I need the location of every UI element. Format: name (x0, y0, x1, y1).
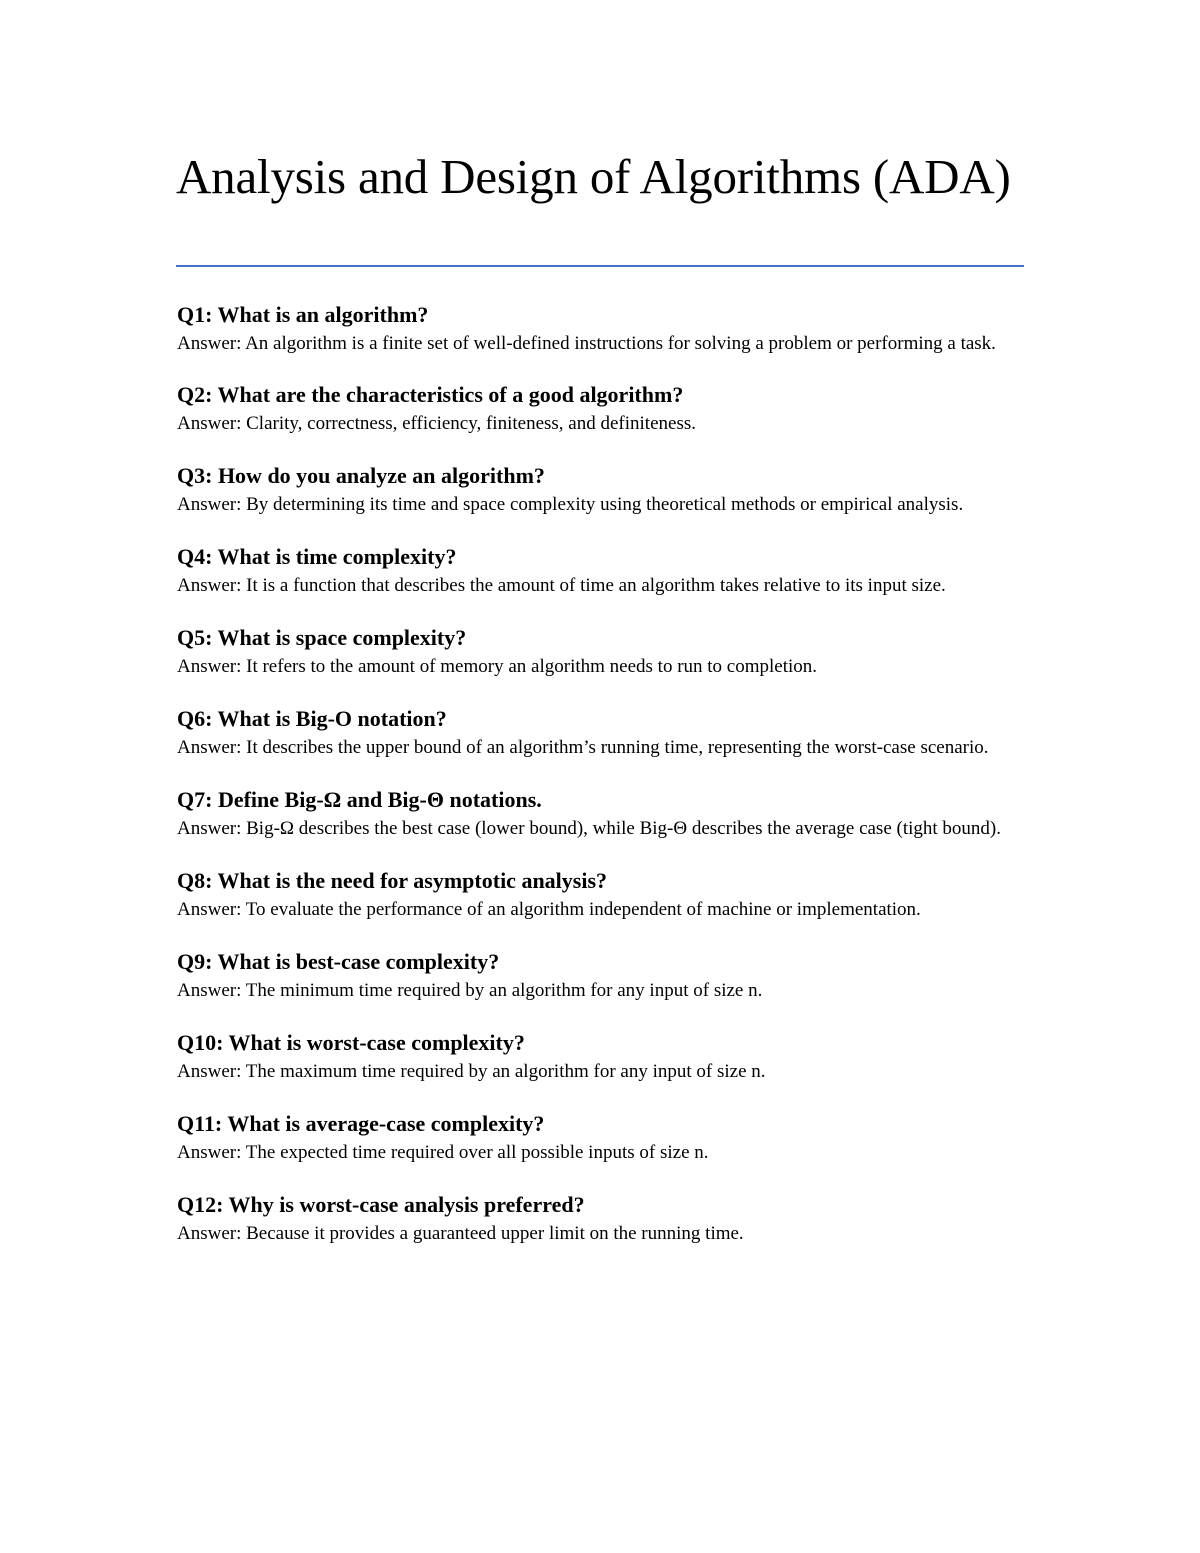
qa-item-12 (177, 1190, 1037, 1248)
qa-item-7 (177, 785, 1037, 843)
qa-item-6 (177, 704, 1037, 762)
qa-item-10 (177, 1028, 1037, 1086)
question-text: Q6: What is Big-O notation? (177, 706, 447, 731)
qa-item-11 (177, 1109, 1037, 1167)
question-text: Q3: How do you analyze an algorithm? (177, 463, 545, 488)
qa-item-1 (177, 300, 1037, 358)
answer-text: Answer: The minimum time required by an algorithm for any input of size n. (177, 980, 763, 1001)
question-text: Q4: What is time complexity? (177, 544, 457, 569)
question-text: Q5: What is space complexity? (177, 625, 467, 650)
answer-text: Answer: It describes the upper bound of an algorithm’s running time, representing the worst-case scenario. (177, 737, 989, 758)
qa-item-8 (177, 866, 1037, 924)
title-underline (176, 265, 1024, 267)
qa-item-2 (177, 380, 1037, 438)
answer-text: Answer: Clarity, correctness, efficiency, finiteness, and definiteness. (177, 413, 696, 434)
answer-text: Answer: To evaluate the performance of an algorithm independent of machine or implementation. (177, 899, 921, 920)
question-text: Q1: What is an algorithm? (177, 302, 429, 327)
answer-text: Answer: It is a function that describes the amount of time an algorithm takes relative to its input size. (177, 575, 946, 596)
qa-item-4 (177, 542, 1037, 600)
answer-text: Answer: The expected time required over all possible inputs of size n. (177, 1142, 709, 1163)
qa-item-5 (177, 623, 1037, 681)
question-text: Q12: Why is worst-case analysis preferred? (177, 1192, 585, 1217)
question-text: Q10: What is worst-case complexity? (177, 1030, 525, 1055)
answer-text: Answer: The maximum time required by an algorithm for any input of size n. (177, 1061, 766, 1082)
qa-item-3 (177, 461, 1037, 519)
qa-list (177, 300, 1037, 1248)
answer-text: Answer: Big-Ω describes the best case (lower bound), while Big-Θ describes the average case (tight bound). (177, 818, 1002, 839)
qa-item-9 (177, 947, 1037, 1005)
question-text: Q8: What is the need for asymptotic analysis? (177, 868, 608, 893)
answer-text: Answer: An algorithm is a finite set of well-defined instructions for solving a problem or performing a task. (177, 333, 996, 354)
question-text: Q2: What are the characteristics of a good algorithm? (177, 382, 684, 407)
question-text: Q9: What is best-case complexity? (177, 949, 500, 974)
question-text: Q11: What is average-case complexity? (177, 1111, 545, 1136)
answer-text: Answer: It refers to the amount of memory an algorithm needs to run to completion. (177, 656, 818, 677)
question-text: Q7: Define Big-Ω and Big-Θ notations. (177, 787, 542, 812)
answer-text: Answer: Because it provides a guaranteed upper limit on the running time. (177, 1223, 744, 1244)
page-title: Analysis and Design of Algorithms (ADA) (176, 149, 1011, 204)
answer-text: Answer: By determining its time and space complexity using theoretical methods or empirical analysis. (177, 494, 964, 515)
